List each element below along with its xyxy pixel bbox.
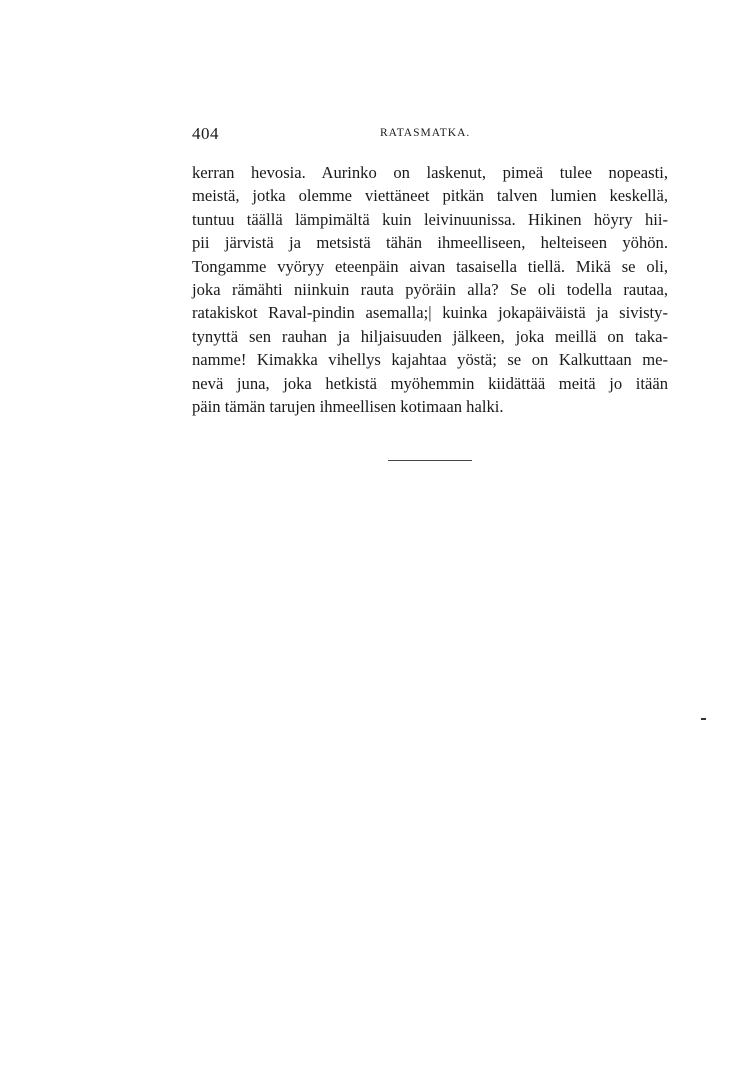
- text-line: ratakiskot Raval-pindin asemalla;| kuinka jokapäiväistä ja sivisty-: [192, 303, 668, 323]
- chapter-end-rule: [388, 460, 472, 461]
- text-line: tynyttä sen rauhan ja hiljaisuuden jälkeen, joka meillä on taka-: [192, 326, 668, 346]
- running-title: RATASMATKA.: [380, 127, 471, 139]
- body-text: [192, 161, 668, 418]
- scan-mark: [701, 718, 706, 720]
- text-line: päin tämän tarujen ihmeellisen kotimaan halki.: [192, 396, 504, 416]
- text-line: namme! Kimakka vihellys kajahtaa yöstä; se on Kalkuttaan me-: [192, 350, 668, 370]
- text-line: Tongamme vyöryy eteenpäin aivan tasaisella tiellä. Mikä se oli,: [192, 256, 668, 276]
- text-line: meistä, jotka olemme viettäneet pitkän talven lumien keskellä,: [192, 186, 668, 206]
- text-line: kerran hevosia. Aurinko on laskenut, pimeä tulee nopeasti,: [192, 163, 668, 182]
- page-number: 404: [192, 124, 219, 143]
- text-line: pii järvistä ja metsistä tähän ihmeelliseen, helteiseen yöhön.: [192, 233, 668, 253]
- text-line: nevä juna, joka hetkistä myöhemmin kiidättää meitä jo itään: [192, 373, 668, 393]
- text-line: joka rämähti niinkuin rauta pyöräin alla? Se oli todella rautaa,: [192, 279, 668, 299]
- running-head: [192, 124, 668, 148]
- text-line: tuntuu täällä lämpimältä kuin leivinuunissa. Hikinen höyry hii-: [192, 209, 668, 229]
